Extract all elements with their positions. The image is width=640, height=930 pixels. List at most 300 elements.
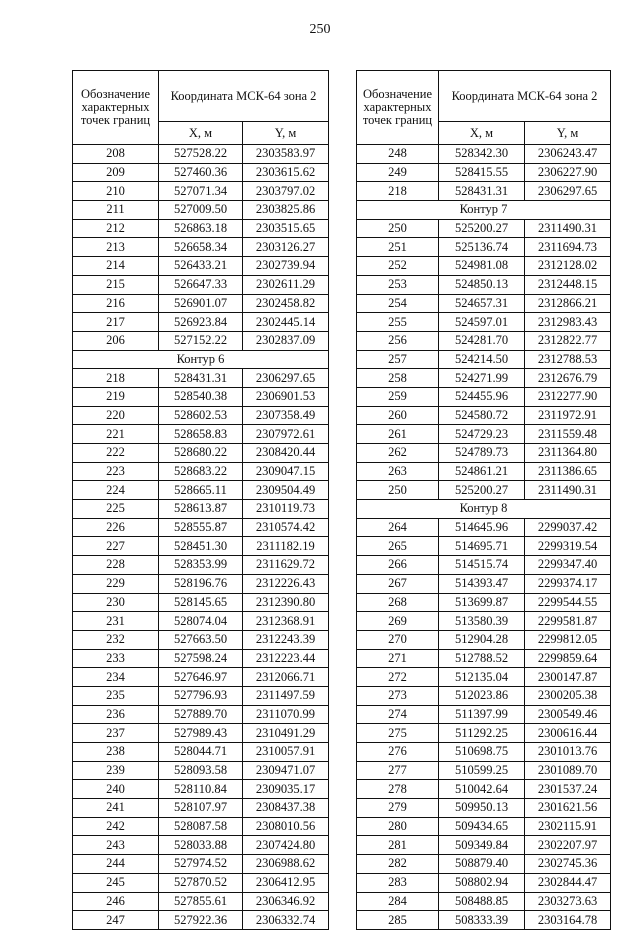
y-coordinate: 2312866.21 [525, 294, 611, 313]
y-coordinate: 2311629.72 [243, 556, 329, 575]
table-row [357, 481, 611, 500]
y-coordinate: 2303797.02 [243, 182, 329, 201]
y-coordinate: 2311490.31 [525, 481, 611, 500]
point-number: 245 [73, 873, 159, 892]
x-coordinate: 526863.18 [159, 219, 243, 238]
y-coordinate: 2302115.91 [525, 817, 611, 836]
y-coordinate: 2312368.91 [243, 612, 329, 631]
x-coordinate: 510599.25 [439, 761, 525, 780]
point-number: 276 [357, 743, 439, 762]
table-row [73, 743, 329, 762]
point-number: 211 [73, 201, 159, 220]
y-coordinate: 2303583.97 [243, 145, 329, 164]
table-row [357, 668, 611, 687]
table-row [73, 855, 329, 874]
y-coordinate: 2311497.59 [243, 686, 329, 705]
point-number: 220 [73, 406, 159, 425]
y-coordinate: 2302445.14 [243, 313, 329, 332]
x-coordinate: 525200.27 [439, 219, 525, 238]
contour-label: Контур 6 [73, 350, 329, 369]
table-row [73, 686, 329, 705]
point-number: 219 [73, 387, 159, 406]
table-row [73, 873, 329, 892]
point-number: 267 [357, 574, 439, 593]
table-row [73, 836, 329, 855]
y-coordinate: 2302611.29 [243, 275, 329, 294]
x-coordinate: 528683.22 [159, 462, 243, 481]
page-number: 250 [309, 22, 331, 37]
x-coordinate: 528415.55 [439, 163, 525, 182]
point-number: 230 [73, 593, 159, 612]
contour-label: Контур 7 [357, 201, 611, 220]
table-row [357, 574, 611, 593]
x-coordinate: 512023.86 [439, 686, 525, 705]
table-row [73, 481, 329, 500]
table-row [73, 238, 329, 257]
point-number: 246 [73, 892, 159, 911]
table-row [357, 612, 611, 631]
x-coordinate: 528093.58 [159, 761, 243, 780]
point-number: 278 [357, 780, 439, 799]
point-number: 225 [73, 500, 159, 519]
table-row [357, 294, 611, 313]
x-coordinate: 526901.07 [159, 294, 243, 313]
point-number: 221 [73, 425, 159, 444]
header-coordinate-system: Координата МСК-64 зона 2 [159, 71, 329, 122]
y-coordinate: 2312390.80 [243, 593, 329, 612]
x-coordinate: 527796.93 [159, 686, 243, 705]
header-point-designation: Обозначение характерных точек границ [357, 71, 439, 145]
point-number: 231 [73, 612, 159, 631]
table-row [357, 331, 611, 350]
table-row [357, 537, 611, 556]
table-row [357, 836, 611, 855]
y-coordinate: 2310057.91 [243, 743, 329, 762]
x-coordinate: 528074.04 [159, 612, 243, 631]
y-coordinate: 2307424.80 [243, 836, 329, 855]
y-coordinate: 2312448.15 [525, 275, 611, 294]
y-coordinate: 2311694.73 [525, 238, 611, 257]
point-number: 226 [73, 518, 159, 537]
x-coordinate: 528613.87 [159, 500, 243, 519]
table-row [73, 257, 329, 276]
y-coordinate: 2306227.90 [525, 163, 611, 182]
x-coordinate: 527152.22 [159, 331, 243, 350]
y-coordinate: 2303273.63 [525, 892, 611, 911]
y-coordinate: 2312226.43 [243, 574, 329, 593]
point-number: 238 [73, 743, 159, 762]
y-coordinate: 2302844.47 [525, 873, 611, 892]
table-row [73, 313, 329, 332]
x-coordinate: 527646.97 [159, 668, 243, 687]
y-coordinate: 2303515.65 [243, 219, 329, 238]
point-number: 282 [357, 855, 439, 874]
point-number: 232 [73, 630, 159, 649]
x-coordinate: 524850.13 [439, 275, 525, 294]
x-coordinate: 511397.99 [439, 705, 525, 724]
x-coordinate: 514515.74 [439, 556, 525, 575]
point-number: 239 [73, 761, 159, 780]
y-coordinate: 2299859.64 [525, 649, 611, 668]
point-number: 234 [73, 668, 159, 687]
y-coordinate: 2303615.62 [243, 163, 329, 182]
y-coordinate: 2306901.53 [243, 387, 329, 406]
x-coordinate: 528540.38 [159, 387, 243, 406]
point-number: 261 [357, 425, 439, 444]
y-coordinate: 2308010.56 [243, 817, 329, 836]
y-coordinate: 2299347.40 [525, 556, 611, 575]
point-number: 222 [73, 444, 159, 463]
point-number: 215 [73, 275, 159, 294]
x-coordinate: 508879.40 [439, 855, 525, 874]
x-coordinate: 528680.22 [159, 444, 243, 463]
x-coordinate: 528196.76 [159, 574, 243, 593]
contour-label: Контур 8 [357, 500, 611, 519]
x-coordinate: 514393.47 [439, 574, 525, 593]
table-row [73, 761, 329, 780]
x-coordinate: 527870.52 [159, 873, 243, 892]
table-row [73, 406, 329, 425]
x-coordinate: 526923.84 [159, 313, 243, 332]
x-coordinate: 511292.25 [439, 724, 525, 743]
y-coordinate: 2299319.54 [525, 537, 611, 556]
y-coordinate: 2311364.80 [525, 444, 611, 463]
x-coordinate: 508488.85 [439, 892, 525, 911]
y-coordinate: 2303126.27 [243, 238, 329, 257]
point-number: 249 [357, 163, 439, 182]
point-number: 209 [73, 163, 159, 182]
header-y: Y, м [243, 122, 329, 145]
y-coordinate: 2300205.38 [525, 686, 611, 705]
table-row [73, 163, 329, 182]
table-row [357, 219, 611, 238]
table-row [357, 780, 611, 799]
y-coordinate: 2312822.77 [525, 331, 611, 350]
point-number: 274 [357, 705, 439, 724]
x-coordinate: 528107.97 [159, 799, 243, 818]
y-coordinate: 2312066.71 [243, 668, 329, 687]
table-row [357, 350, 611, 369]
point-number: 214 [73, 257, 159, 276]
point-number: 281 [357, 836, 439, 855]
y-coordinate: 2306297.65 [525, 182, 611, 201]
point-number: 235 [73, 686, 159, 705]
x-coordinate: 509434.65 [439, 817, 525, 836]
table-row [357, 444, 611, 463]
table-row [357, 705, 611, 724]
y-coordinate: 2300147.87 [525, 668, 611, 687]
y-coordinate: 2306297.65 [243, 369, 329, 388]
y-coordinate: 2302458.82 [243, 294, 329, 313]
x-coordinate: 512904.28 [439, 630, 525, 649]
table-row [357, 462, 611, 481]
table-row [73, 556, 329, 575]
x-coordinate: 528658.83 [159, 425, 243, 444]
x-coordinate: 513699.87 [439, 593, 525, 612]
x-coordinate: 527598.24 [159, 649, 243, 668]
table-row [73, 425, 329, 444]
x-coordinate: 513580.39 [439, 612, 525, 631]
point-number: 208 [73, 145, 159, 164]
point-number: 253 [357, 275, 439, 294]
x-coordinate: 524597.01 [439, 313, 525, 332]
y-coordinate: 2311386.65 [525, 462, 611, 481]
point-number: 250 [357, 481, 439, 500]
point-number: 270 [357, 630, 439, 649]
point-number: 264 [357, 518, 439, 537]
x-coordinate: 527071.34 [159, 182, 243, 201]
x-coordinate: 527855.61 [159, 892, 243, 911]
table-row [73, 219, 329, 238]
point-number: 273 [357, 686, 439, 705]
point-number: 266 [357, 556, 439, 575]
point-number: 262 [357, 444, 439, 463]
point-number: 280 [357, 817, 439, 836]
point-number: 206 [73, 331, 159, 350]
x-coordinate: 524271.99 [439, 369, 525, 388]
point-number: 212 [73, 219, 159, 238]
point-number: 247 [73, 911, 159, 930]
table-body-left [73, 145, 329, 930]
table-row [73, 387, 329, 406]
y-coordinate: 2308420.44 [243, 444, 329, 463]
point-number: 277 [357, 761, 439, 780]
x-coordinate: 527974.52 [159, 855, 243, 874]
header-y: Y, м [525, 122, 611, 145]
coordinates-table-left [72, 70, 329, 930]
table-row [357, 425, 611, 444]
y-coordinate: 2306332.74 [243, 911, 329, 930]
header-x: X, м [159, 122, 243, 145]
table-row [73, 780, 329, 799]
x-coordinate: 528044.71 [159, 743, 243, 762]
y-coordinate: 2301537.24 [525, 780, 611, 799]
x-coordinate: 510698.75 [439, 743, 525, 762]
table-row [73, 500, 329, 519]
x-coordinate: 524580.72 [439, 406, 525, 425]
table-row [73, 612, 329, 631]
y-coordinate: 2299544.55 [525, 593, 611, 612]
y-coordinate: 2312243.39 [243, 630, 329, 649]
table-row [357, 855, 611, 874]
y-coordinate: 2310574.42 [243, 518, 329, 537]
table-row [357, 761, 611, 780]
table-row [357, 556, 611, 575]
coordinates-table-right [356, 70, 611, 930]
x-coordinate: 528342.30 [439, 145, 525, 164]
x-coordinate: 527528.22 [159, 145, 243, 164]
table-row [357, 817, 611, 836]
point-number: 275 [357, 724, 439, 743]
table-row [357, 387, 611, 406]
table-row [73, 331, 329, 350]
x-coordinate: 528555.87 [159, 518, 243, 537]
y-coordinate: 2300616.44 [525, 724, 611, 743]
y-coordinate: 2306412.95 [243, 873, 329, 892]
y-coordinate: 2300549.46 [525, 705, 611, 724]
y-coordinate: 2301621.56 [525, 799, 611, 818]
point-number: 229 [73, 574, 159, 593]
x-coordinate: 527460.36 [159, 163, 243, 182]
table-row [357, 911, 611, 930]
x-coordinate: 527663.50 [159, 630, 243, 649]
y-coordinate: 2312788.53 [525, 350, 611, 369]
point-number: 210 [73, 182, 159, 201]
x-coordinate: 508802.94 [439, 873, 525, 892]
x-coordinate: 526658.34 [159, 238, 243, 257]
y-coordinate: 2306346.92 [243, 892, 329, 911]
table-row [73, 911, 329, 930]
point-number: 213 [73, 238, 159, 257]
header-coordinate-system: Координата МСК-64 зона 2 [439, 71, 611, 122]
y-coordinate: 2311070.99 [243, 705, 329, 724]
point-number: 243 [73, 836, 159, 855]
x-coordinate: 508333.39 [439, 911, 525, 930]
y-coordinate: 2299374.17 [525, 574, 611, 593]
point-number: 283 [357, 873, 439, 892]
x-coordinate: 524657.31 [439, 294, 525, 313]
x-coordinate: 524861.21 [439, 462, 525, 481]
x-coordinate: 512135.04 [439, 668, 525, 687]
y-coordinate: 2311972.91 [525, 406, 611, 425]
table-row [73, 630, 329, 649]
header-x: X, м [439, 122, 525, 145]
table-row [73, 444, 329, 463]
y-coordinate: 2302739.94 [243, 257, 329, 276]
x-coordinate: 512788.52 [439, 649, 525, 668]
table-row [73, 182, 329, 201]
y-coordinate: 2312676.79 [525, 369, 611, 388]
y-coordinate: 2310491.29 [243, 724, 329, 743]
table-row [73, 724, 329, 743]
y-coordinate: 2303825.86 [243, 201, 329, 220]
x-coordinate: 509349.84 [439, 836, 525, 855]
table-row [357, 799, 611, 818]
x-coordinate: 514695.71 [439, 537, 525, 556]
point-number: 255 [357, 313, 439, 332]
table-row [357, 182, 611, 201]
y-coordinate: 2303164.78 [525, 911, 611, 930]
y-coordinate: 2311559.48 [525, 425, 611, 444]
point-number: 236 [73, 705, 159, 724]
point-number: 257 [357, 350, 439, 369]
table-row [357, 238, 611, 257]
y-coordinate: 2312223.44 [243, 649, 329, 668]
point-number: 216 [73, 294, 159, 313]
point-number: 268 [357, 593, 439, 612]
x-coordinate: 527009.50 [159, 201, 243, 220]
table-row [357, 313, 611, 332]
table-row [357, 724, 611, 743]
table-row [73, 369, 329, 388]
x-coordinate: 510042.64 [439, 780, 525, 799]
y-coordinate: 2310119.73 [243, 500, 329, 519]
point-number: 252 [357, 257, 439, 276]
point-number: 218 [357, 182, 439, 201]
contour-row [357, 500, 611, 519]
table-row [73, 799, 329, 818]
point-number: 251 [357, 238, 439, 257]
point-number: 233 [73, 649, 159, 668]
x-coordinate: 528602.53 [159, 406, 243, 425]
y-coordinate: 2302837.09 [243, 331, 329, 350]
y-coordinate: 2299037.42 [525, 518, 611, 537]
x-coordinate: 527922.36 [159, 911, 243, 930]
y-coordinate: 2301013.76 [525, 743, 611, 762]
y-coordinate: 2299812.05 [525, 630, 611, 649]
y-coordinate: 2302207.97 [525, 836, 611, 855]
point-number: 240 [73, 780, 159, 799]
x-coordinate: 527889.70 [159, 705, 243, 724]
y-coordinate: 2312128.02 [525, 257, 611, 276]
point-number: 228 [73, 556, 159, 575]
y-coordinate: 2311490.31 [525, 219, 611, 238]
x-coordinate: 524281.70 [439, 331, 525, 350]
table-row [73, 537, 329, 556]
point-number: 241 [73, 799, 159, 818]
table-row [357, 630, 611, 649]
x-coordinate: 524455.96 [439, 387, 525, 406]
y-coordinate: 2311182.19 [243, 537, 329, 556]
x-coordinate: 528665.11 [159, 481, 243, 500]
x-coordinate: 524789.73 [439, 444, 525, 463]
table-row [73, 817, 329, 836]
point-number: 217 [73, 313, 159, 332]
x-coordinate: 528451.30 [159, 537, 243, 556]
point-number: 242 [73, 817, 159, 836]
table-row [357, 275, 611, 294]
point-number: 285 [357, 911, 439, 930]
table-row [73, 892, 329, 911]
y-coordinate: 2302745.36 [525, 855, 611, 874]
x-coordinate: 528110.84 [159, 780, 243, 799]
y-coordinate: 2309504.49 [243, 481, 329, 500]
x-coordinate: 524981.08 [439, 257, 525, 276]
table-row [73, 574, 329, 593]
x-coordinate: 524214.50 [439, 350, 525, 369]
table-row [357, 649, 611, 668]
table-row [73, 145, 329, 164]
y-coordinate: 2309471.07 [243, 761, 329, 780]
y-coordinate: 2307358.49 [243, 406, 329, 425]
point-number: 244 [73, 855, 159, 874]
table-row [73, 275, 329, 294]
table-row [357, 145, 611, 164]
x-coordinate: 525200.27 [439, 481, 525, 500]
point-number: 224 [73, 481, 159, 500]
x-coordinate: 528033.88 [159, 836, 243, 855]
table-row [357, 406, 611, 425]
point-number: 227 [73, 537, 159, 556]
y-coordinate: 2309047.15 [243, 462, 329, 481]
y-coordinate: 2306243.47 [525, 145, 611, 164]
point-number: 269 [357, 612, 439, 631]
table-row [73, 462, 329, 481]
contour-row [357, 201, 611, 220]
table-row [357, 369, 611, 388]
x-coordinate: 528431.31 [159, 369, 243, 388]
point-number: 265 [357, 537, 439, 556]
table-row [73, 668, 329, 687]
x-coordinate: 526647.33 [159, 275, 243, 294]
y-coordinate: 2312983.43 [525, 313, 611, 332]
table-row [357, 743, 611, 762]
point-number: 260 [357, 406, 439, 425]
header-point-designation: Обозначение характерных точек границ [73, 71, 159, 145]
point-number: 279 [357, 799, 439, 818]
table-row [73, 294, 329, 313]
point-number: 256 [357, 331, 439, 350]
